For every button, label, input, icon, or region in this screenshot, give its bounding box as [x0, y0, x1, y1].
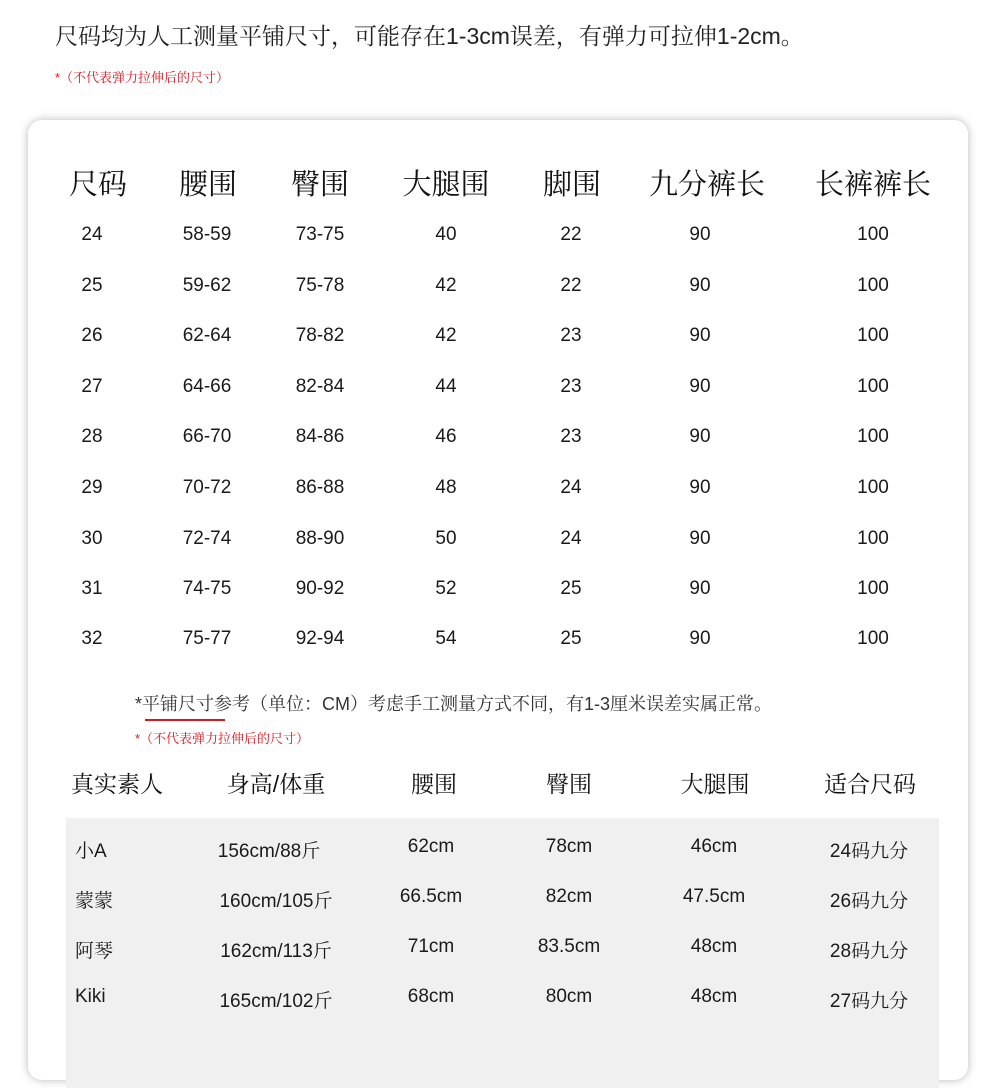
cell-waist: 75-77: [182, 628, 232, 649]
cell-full-length: 100: [857, 628, 889, 649]
cell-thigh: 46: [435, 426, 457, 447]
cell-cropped-length: 90: [689, 426, 711, 447]
flat-measure-note: *平铺尺寸参考（单位：CM）考虑手工测量方式不同，有1-3厘米误差实属正常。: [135, 694, 773, 714]
cell-hip: 78-82: [295, 325, 345, 346]
size-chart-card: [28, 120, 968, 1080]
cell-size: 32: [81, 628, 103, 649]
cell-model-name: 小A: [75, 841, 107, 862]
col-header-fit-size: 适合尺码: [824, 771, 916, 797]
cell-waist: 62-64: [182, 325, 232, 346]
cell-thigh: 52: [435, 578, 457, 599]
cell-cropped-length: 90: [689, 376, 711, 397]
cell-full-length: 100: [857, 578, 889, 599]
cell-waist: 64-66: [182, 376, 232, 397]
col-header-model-thigh: 大腿围: [680, 771, 750, 797]
cell-full-length: 100: [857, 477, 889, 498]
cell-hip: 88-90: [295, 528, 345, 549]
col-header-model-waist: 腰围: [411, 771, 457, 797]
cell-height-weight: 162cm/113斤: [220, 941, 332, 962]
cell-size: 30: [81, 528, 103, 549]
intro-text: 尺码均为人工测量平铺尺寸，可能存在1-3cm误差，有弹力可拉伸1-2cm。: [55, 23, 804, 49]
cell-full-length: 100: [857, 275, 889, 296]
cell-hip: 82-84: [295, 376, 345, 397]
col-header-cropped-length: 九分裤长: [648, 169, 766, 201]
cell-hem: 23: [560, 325, 582, 346]
cell-thigh: 50: [435, 528, 457, 549]
cell-hem: 25: [560, 628, 582, 649]
cell-model-thigh: 48cm: [690, 936, 738, 957]
col-header-model-hip: 臀围: [546, 771, 592, 797]
cell-model-name: 阿琴: [75, 941, 114, 962]
cell-model-waist: 71cm: [407, 936, 455, 957]
cell-cropped-length: 90: [689, 528, 711, 549]
col-header-model: 真实素人: [71, 771, 163, 797]
cell-waist: 70-72: [182, 477, 232, 498]
col-header-waist: 腰围: [178, 169, 238, 201]
cell-waist: 74-75: [182, 578, 232, 599]
cell-cropped-length: 90: [689, 325, 711, 346]
flat-stretch-note: *（不代表弹力拉伸后的尺寸）: [135, 731, 310, 746]
cell-hip: 75-78: [295, 275, 345, 296]
cell-model-hip: 83.5cm: [537, 936, 601, 957]
cell-model-waist: 68cm: [407, 986, 455, 1007]
cell-hem: 22: [560, 275, 582, 296]
cell-full-length: 100: [857, 224, 889, 245]
model-table-body: [66, 818, 939, 1088]
cell-cropped-length: 90: [689, 224, 711, 245]
cell-thigh: 54: [435, 628, 457, 649]
cell-thigh: 44: [435, 376, 457, 397]
cell-hip: 86-88: [295, 477, 345, 498]
cell-waist: 58-59: [182, 224, 232, 245]
cell-size: 27: [81, 376, 103, 397]
cell-model-thigh: 47.5cm: [682, 886, 746, 907]
col-header-hip: 臀围: [290, 169, 350, 201]
cell-size: 24: [81, 224, 103, 245]
cell-model-hip: 78cm: [545, 836, 593, 857]
cell-height-weight: 165cm/102斤: [219, 991, 333, 1012]
cell-cropped-length: 90: [689, 477, 711, 498]
cell-hip: 73-75: [295, 224, 345, 245]
col-header-thigh: 大腿围: [402, 169, 490, 201]
cell-size: 25: [81, 275, 103, 296]
cell-hem: 25: [560, 578, 582, 599]
cell-waist: 59-62: [182, 275, 232, 296]
cell-hip: 84-86: [295, 426, 345, 447]
cell-height-weight: 160cm/105斤: [219, 891, 333, 912]
cell-thigh: 40: [435, 224, 457, 245]
cell-model-name: Kiki: [75, 986, 106, 1007]
cell-size: 28: [81, 426, 103, 447]
cell-model-waist: 66.5cm: [399, 886, 463, 907]
red-underline-divider: [145, 719, 225, 721]
cell-cropped-length: 90: [689, 578, 711, 599]
cell-fit-size: 26码九分: [829, 891, 909, 912]
cell-hem: 24: [560, 528, 582, 549]
cell-cropped-length: 90: [689, 275, 711, 296]
cell-waist: 72-74: [182, 528, 232, 549]
cell-fit-size: 27码九分: [829, 991, 909, 1012]
cell-fit-size: 24码九分: [829, 841, 909, 862]
cell-model-name: 蒙蒙: [75, 891, 114, 912]
cell-hip: 92-94: [295, 628, 345, 649]
cell-size: 29: [81, 477, 103, 498]
col-header-height-weight: 身高/体重: [226, 771, 326, 797]
intro-stretch-note: *（不代表弹力拉伸后的尺寸）: [55, 70, 230, 85]
cell-hem: 23: [560, 376, 582, 397]
cell-model-waist: 62cm: [407, 836, 455, 857]
cell-cropped-length: 90: [689, 628, 711, 649]
col-header-size: 尺码: [68, 169, 128, 201]
cell-thigh: 42: [435, 325, 457, 346]
cell-model-thigh: 48cm: [690, 986, 738, 1007]
col-header-hem: 脚围: [542, 169, 602, 201]
cell-waist: 66-70: [182, 426, 232, 447]
cell-thigh: 42: [435, 275, 457, 296]
cell-full-length: 100: [857, 426, 889, 447]
col-header-full-length: 长裤裤长: [814, 169, 932, 201]
cell-fit-size: 28码九分: [829, 941, 909, 962]
cell-full-length: 100: [857, 376, 889, 397]
cell-model-hip: 82cm: [545, 886, 593, 907]
cell-size: 31: [81, 578, 103, 599]
cell-hem: 23: [560, 426, 582, 447]
cell-size: 26: [81, 325, 103, 346]
cell-model-thigh: 46cm: [690, 836, 738, 857]
cell-model-hip: 80cm: [545, 986, 593, 1007]
cell-height-weight: 156cm/88斤: [217, 841, 321, 862]
cell-full-length: 100: [857, 325, 889, 346]
cell-hem: 22: [560, 224, 582, 245]
cell-hip: 90-92: [295, 578, 345, 599]
cell-full-length: 100: [857, 528, 889, 549]
cell-thigh: 48: [435, 477, 457, 498]
cell-hem: 24: [560, 477, 582, 498]
